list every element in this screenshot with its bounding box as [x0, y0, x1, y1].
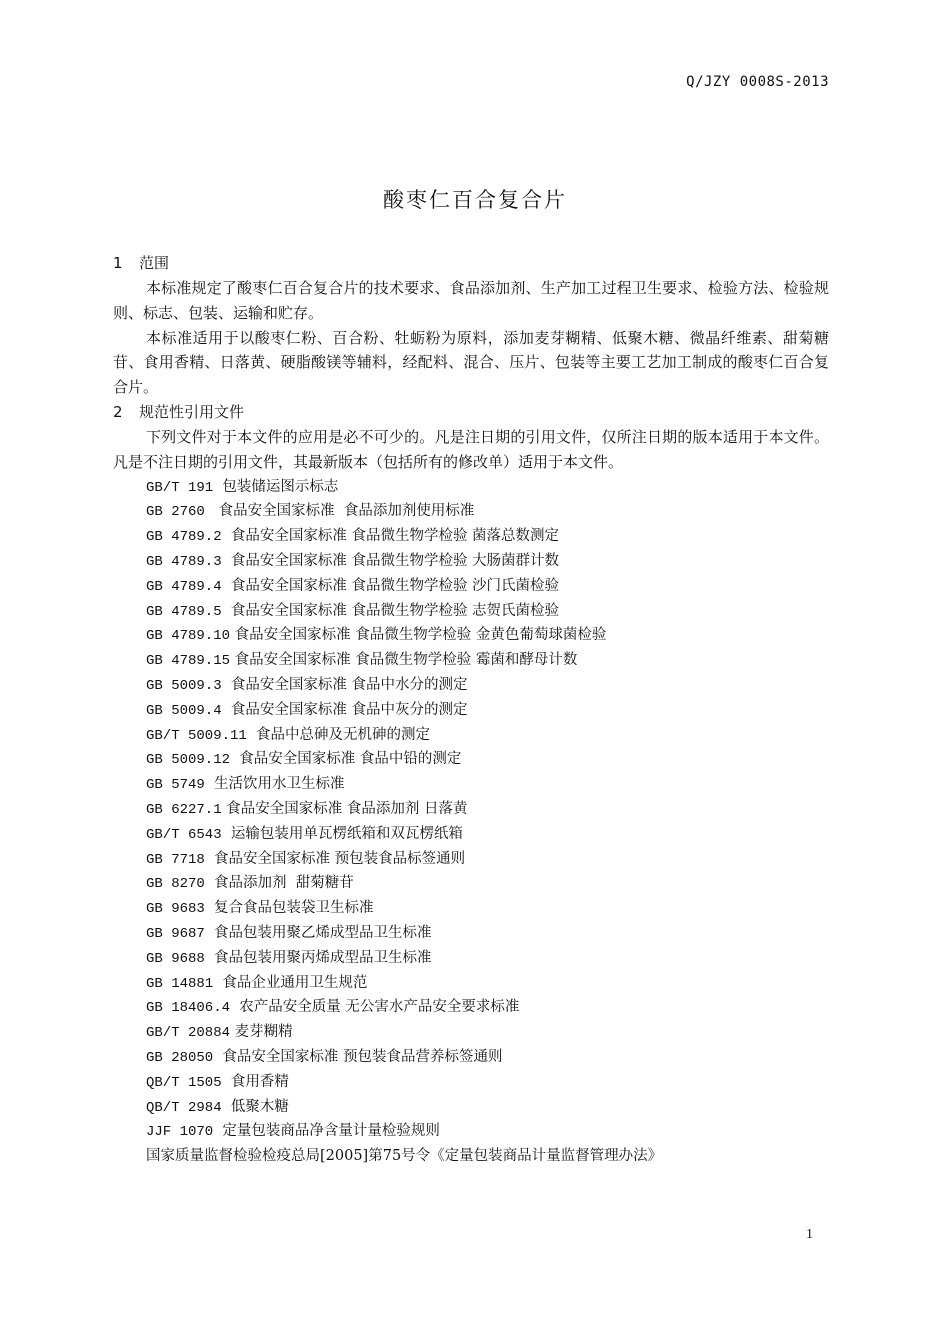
reference-item	[113, 574, 829, 599]
reference-title: 低聚木糖	[221, 1098, 289, 1115]
reference-code: QB/T 1505	[146, 1074, 222, 1091]
scope-paragraph: 本标准规定了酸枣仁百合复合片的技术要求、食品添加剂、生产加工过程卫生要求、检验方法、检验规则、标志、包装、运输和贮存。	[113, 279, 829, 322]
reference-title: 运输包装用单瓦楞纸箱和双瓦楞纸箱	[221, 825, 463, 842]
reference-item	[113, 648, 829, 673]
section-title: 范围	[139, 254, 170, 272]
reference-code: GB/T 6543	[146, 826, 222, 843]
reference-item	[113, 623, 829, 648]
reference-code: GB 7718	[146, 851, 205, 868]
reference-item	[113, 524, 829, 549]
standard-code: Q/JZY 0008S-2013	[686, 74, 829, 90]
reference-item	[113, 1119, 829, 1144]
reference-item	[113, 673, 829, 698]
reference-title: 食品安全国家标准 食品微生物学检验 金黄色葡萄球菌检验	[230, 627, 607, 644]
reference-code: GB/T 191	[146, 479, 214, 496]
reference-title: 食品安全国家标准 预包装食品营养标签通则	[213, 1048, 503, 1065]
reference-title: 食品包装用聚丙烯成型品卫生标准	[204, 949, 432, 966]
section-number: 1	[113, 254, 123, 272]
reference-item	[113, 995, 829, 1020]
reference-title: 食品安全国家标准 食品微生物学检验 志贺氏菌检验	[221, 602, 560, 619]
reference-code: GB 8270	[146, 876, 205, 893]
page-number: 1	[806, 1227, 813, 1242]
reference-code: GB 9688	[146, 950, 205, 967]
reference-code: GB 6227.1	[146, 801, 222, 818]
reference-list	[113, 475, 829, 1169]
reference-title: 国家质量监督检验检疫总局[2005]第75号令《定量包装商品计量监督管理办法》	[146, 1148, 663, 1165]
reference-title: 食品安全国家标准 食品中铅的测定	[230, 751, 462, 768]
reference-title: 食品安全国家标准 食品微生物学检验 霉菌和酵母计数	[230, 652, 578, 669]
reference-code: GB 9683	[146, 901, 205, 918]
reference-code: GB 4789.15	[146, 653, 231, 670]
reference-title: 食品安全国家标准 食品中灰分的测定	[221, 701, 468, 718]
reference-code: GB 9687	[146, 925, 205, 942]
reference-code: GB 2760	[146, 504, 205, 521]
reference-title: 生活饮用水卫生标准	[204, 776, 345, 793]
section-1-heading	[113, 251, 829, 276]
reference-item	[113, 797, 829, 822]
reference-item	[113, 599, 829, 624]
reference-title: 食品安全国家标准 预包装食品标签通则	[204, 850, 466, 867]
reference-code: GB/T 5009.11	[146, 727, 247, 744]
reference-title: 麦芽糊精	[230, 1024, 293, 1041]
reference-code: GB 4789.5	[146, 603, 222, 620]
reference-title: 食品安全国家标准 食品中水分的测定	[221, 676, 468, 693]
reference-item	[113, 772, 829, 797]
reference-item	[113, 921, 829, 946]
reference-item	[113, 499, 829, 524]
reference-code: GB 4789.2	[146, 529, 222, 546]
reference-title: 复合食品包装袋卫生标准	[204, 900, 374, 917]
reference-title: 食品安全国家标准 食品添加剂使用标准	[204, 503, 475, 520]
reference-item	[113, 747, 829, 772]
reference-item	[113, 1095, 829, 1120]
reference-code: GB 4789.10	[146, 628, 231, 645]
reference-title: 包装储运图示标志	[213, 478, 339, 495]
document-body	[113, 251, 829, 1169]
reference-item	[113, 896, 829, 921]
reference-item	[113, 475, 829, 500]
reference-title: 食品企业通用卫生规范	[213, 974, 368, 991]
reference-code: GB 5749	[146, 777, 205, 794]
reference-item	[113, 971, 829, 996]
reference-code: GB 28050	[146, 1049, 214, 1066]
reference-code: JJF 1070	[146, 1124, 214, 1141]
reference-code: GB 5009.4	[146, 702, 222, 719]
reference-code: GB/T 20884	[146, 1025, 231, 1042]
reference-title: 食品中总砷及无机砷的测定	[246, 726, 431, 743]
reference-title: 食品添加剂 甜菊糖苷	[204, 875, 354, 892]
reference-item	[113, 946, 829, 971]
reference-code: GB 4789.4	[146, 578, 222, 595]
reference-item	[113, 871, 829, 896]
reference-item	[113, 847, 829, 872]
reference-title: 食品安全国家标准 食品微生物学检验 沙门氏菌检验	[221, 577, 560, 594]
reference-title: 食品安全国家标准 食品微生物学检验 大肠菌群计数	[221, 552, 560, 569]
scope-paragraph: 本标准适用于以酸枣仁粉、百合粉、牡蛎粉为原料，添加麦芽糊精、低聚木糖、微晶纤维素、甜菊糖苷、食用香精、日落黄、硬脂酸镁等辅料，经配料、混合、压片、包装等主要工艺加工制成的酸枣仁百合复合片。	[113, 328, 829, 397]
references-intro-paragraph: 下列文件对于本文件的应用是必不可少的。凡是注日期的引用文件，仅所注日期的版本适用于本文件。凡是不注日期的引用文件，其最新版本（包括所有的修改单）适用于本文件。	[113, 427, 829, 471]
reference-title: 食品包装用聚乙烯成型品卫生标准	[204, 924, 432, 941]
reference-title: 食用香精	[221, 1073, 289, 1090]
reference-title: 定量包装商品净含量计量检验规则	[213, 1123, 440, 1140]
reference-item	[113, 1144, 829, 1169]
reference-title: 食品安全国家标准 食品添加剂 日落黄	[221, 800, 468, 817]
reference-code: GB 14881	[146, 975, 214, 992]
section-number: 2	[113, 402, 123, 421]
reference-title: 食品安全国家标准 食品微生物学检验 菌落总数测定	[221, 528, 560, 545]
section-2-heading	[113, 400, 829, 425]
section-title: 规范性引用文件	[139, 402, 245, 421]
reference-code: QB/T 2984	[146, 1099, 222, 1116]
reference-item	[113, 549, 829, 574]
reference-item	[113, 1070, 829, 1095]
reference-item	[113, 1045, 829, 1070]
reference-item	[113, 723, 829, 748]
reference-code: GB 4789.3	[146, 553, 222, 570]
reference-item	[113, 698, 829, 723]
document-title: 酸枣仁百合复合片	[383, 188, 567, 212]
reference-item	[113, 822, 829, 847]
reference-item	[113, 1020, 829, 1045]
reference-code: GB 5009.3	[146, 677, 222, 694]
reference-code: GB 18406.4	[146, 1000, 231, 1017]
reference-title: 农产品安全质量 无公害水产品安全要求标准	[230, 999, 520, 1016]
reference-code: GB 5009.12	[146, 752, 231, 769]
